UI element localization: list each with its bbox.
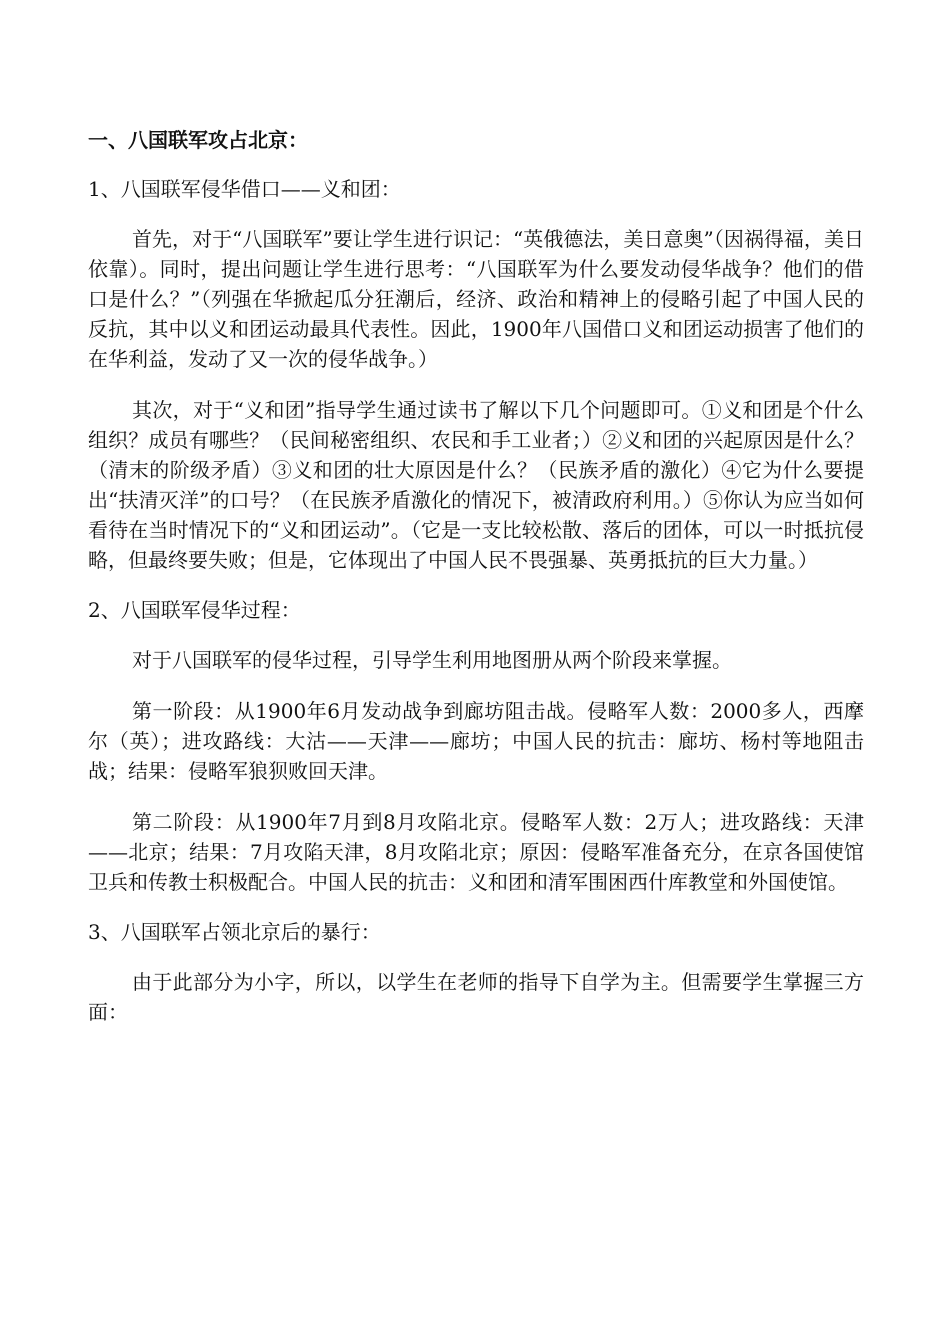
subsection-title-2: 2、八国联军侵华过程： [88,598,301,622]
subsection-title-1: 1、八国联军侵华借口——义和团： [88,177,401,201]
paragraph-allied-forces-pretext: 首先，对于“八国联军”要让学生进行识记：“英俄德法，美日意奥”（因祸得福，美日依靠）。同时，提出问题让学生进行思考：“八国联军为什么要发动侵华战争？他们的借口是什么？”（列强在华掀起瓜分狂潮后，经济、政治和精神上的侵略引起了中国人民的反抗，其中以义和团运动最具代表性。因此，1900年八国借口义和团运动损害了他们的在华利益，发动了又一次的侵华战争。） [88,227,864,371]
paragraph-invasion-overview: 对于八国联军的侵华过程，引导学生利用地图册从两个阶段来掌握。 [132,648,732,672]
document-body [88,126,864,1027]
paragraph-stage-one: 第一阶段：从1900年6月发动战争到廊坊阻击战。侵略军人数：2000多人，西摩尔（英）；进攻路线：大沽——天津——廊坊；中国人民的抗击：廊坊、杨村等地阻击战；结果：侵略军狼狈败回天津。 [88,699,864,783]
paragraph-self-study: 由于此部分为小字，所以，以学生在老师的指导下自学为主。但需要学生掌握三方面： [88,970,864,1024]
paragraph-boxer-questions: 其次，对于“义和团”指导学生通过读书了解以下几个问题即可。①义和团是个什么组织？成员有哪些？（民间秘密组织、农民和手工业者；）②义和团的兴起原因是什么？（清末的阶级矛盾）③义和团的壮大原因是什么？（民族矛盾的激化）④它为什么要提出“扶清灭洋”的口号？（在民族矛盾激化的情况下，被清政府利用。）⑤你认为应当如何看待在当时情况下的“义和团运动”。（它是一支比较松散、落后的团体，可以一时抵抗侵略，但最终要失败；但是，它体现出了中国人民不畏强暴、英勇抵抗的巨大力量。） [88,398,864,572]
section-heading: 一、八国联军攻占北京： [88,128,308,152]
subsection-title-3: 3、八国联军占领北京后的暴行： [88,920,381,944]
paragraph-stage-two: 第二阶段：从1900年7月到8月攻陷北京。侵略军人数：2万人；进攻路线：天津——北京；结果：7月攻陷天津，8月攻陷北京；原因：侵略军准备充分，在京各国使馆卫兵和传教士积极配合。中国人民的抗击：义和团和清军围困西什库教堂和外国使馆。 [88,810,864,894]
